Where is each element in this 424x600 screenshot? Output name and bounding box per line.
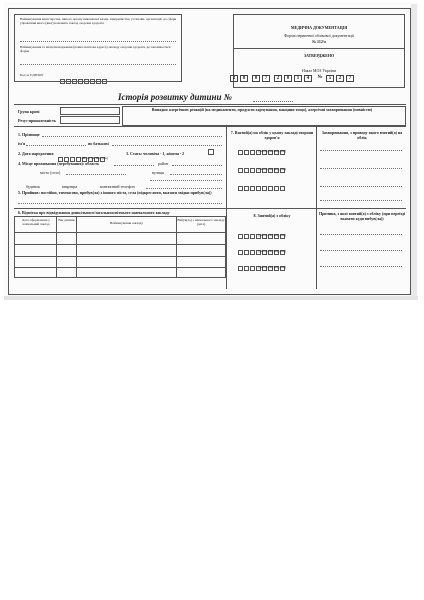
edrpou-label: Код за ЄДРПОУ bbox=[20, 73, 44, 77]
field-4b-label: район bbox=[158, 161, 169, 166]
field-1b-label: ім'я bbox=[18, 141, 26, 146]
blood-group-field[interactable] bbox=[60, 107, 120, 115]
col7-hint: (число, місяць, рік) bbox=[258, 149, 286, 153]
disease-line[interactable] bbox=[320, 200, 402, 201]
field-3-label: 3. Стать: чоловіча - 1, жіноча - 2 bbox=[126, 151, 185, 156]
order-digit: 1 bbox=[294, 75, 302, 82]
allergy-box[interactable] bbox=[122, 106, 406, 126]
page-title: Історія розвитку дитини № bbox=[118, 92, 232, 102]
school-col-sep bbox=[56, 216, 57, 278]
name-line[interactable] bbox=[26, 145, 86, 146]
field-4-label: 4. Місце проживання (перебування): область bbox=[18, 161, 100, 166]
school-row[interactable] bbox=[14, 267, 226, 268]
blood-group-label: Група крові bbox=[18, 109, 40, 114]
school-header-name: Найменування закладу bbox=[109, 221, 144, 225]
rh-label: Резус-приналежність bbox=[18, 118, 57, 123]
school-header-date: Дата оформлення у навчальний заклад bbox=[22, 218, 50, 226]
order-digit: 7 bbox=[346, 75, 354, 82]
page-shadow-bottom bbox=[4, 296, 418, 300]
section-6-divider bbox=[14, 208, 226, 209]
field-4f-label: квартира bbox=[62, 184, 78, 189]
facility-line bbox=[20, 64, 176, 65]
disease-line[interactable] bbox=[320, 150, 402, 151]
arrival-line[interactable] bbox=[18, 203, 222, 204]
ministry-label: Найменування міністерства, іншого органу виконавчої влади, підприємства, установи, організації, до сфери управління якого (якої) належить заклад охорони здоров'я bbox=[20, 17, 177, 25]
field-4g-label: контактний телефон bbox=[100, 184, 135, 189]
school-row[interactable] bbox=[14, 244, 226, 245]
rh-field[interactable] bbox=[60, 116, 120, 124]
allergy-divider bbox=[14, 126, 406, 127]
col7-title: 7. Взятий(а) на облік у цьому закладі охорони здоров'я bbox=[230, 130, 314, 140]
order-digit: 2 bbox=[274, 75, 282, 82]
page-shadow-right bbox=[411, 4, 417, 298]
school-row[interactable] bbox=[14, 232, 226, 233]
form-number: № 112/о bbox=[312, 39, 326, 44]
section-8-divider bbox=[226, 208, 406, 209]
header-divider bbox=[233, 48, 405, 49]
school-header-left: Вибув(ла) з навчального закладу (дата) bbox=[177, 218, 225, 226]
oblast-line[interactable] bbox=[114, 165, 154, 166]
order-label: Наказ МОЗ України bbox=[302, 68, 336, 73]
col8-title: 8. Знятий(а) з обліку bbox=[253, 213, 291, 218]
district-line[interactable] bbox=[172, 165, 222, 166]
order-digit: 0 bbox=[284, 75, 292, 82]
reason-title: Причина, з якої знятий(а) з обліку (при переїзді вказати куди вибув(ла)) bbox=[318, 211, 406, 221]
form-caption: Форма первинної облікової документації bbox=[284, 33, 354, 38]
surname-line[interactable] bbox=[42, 136, 222, 137]
field-4e-label: будинок bbox=[26, 184, 40, 189]
title-number-line[interactable] bbox=[253, 101, 293, 102]
disease-line[interactable] bbox=[320, 186, 402, 187]
edrpou-boxes[interactable] bbox=[60, 71, 108, 89]
field-2-hint: (число, місяць, рік) bbox=[80, 156, 108, 160]
field-4d-label: вулиця bbox=[152, 170, 164, 175]
order-digit: 8 bbox=[240, 75, 248, 82]
field-2-label: 2. Дата народження bbox=[18, 151, 54, 156]
order-number-sign: № bbox=[317, 75, 323, 80]
ministry-line bbox=[20, 41, 176, 42]
order-digit: 7 bbox=[262, 75, 270, 82]
facility-label: Найменування та місцезнаходження (повна поштова адреса) закладу охорони здоров'я, де заповнюється форма bbox=[20, 45, 171, 53]
order-digit: 4 bbox=[304, 75, 312, 82]
patronymic-line[interactable] bbox=[112, 145, 222, 146]
disease-line[interactable] bbox=[320, 168, 402, 169]
field-1c-label: по батькові bbox=[88, 141, 109, 146]
city-line[interactable] bbox=[66, 174, 126, 175]
field-5-label: 5. Прийняв: постійно, тимчасово, прибув(ла) з іншого міста, села (підкреслити, вказати звідки прибув(ла)) bbox=[18, 190, 212, 195]
field-4c-label: місто (село) bbox=[40, 170, 61, 175]
order-digits bbox=[230, 75, 410, 83]
school-header-age: Вік дитини bbox=[58, 218, 75, 222]
col7-date-boxes[interactable] bbox=[238, 178, 286, 196]
school-col-sep bbox=[76, 216, 77, 278]
reason-line[interactable] bbox=[320, 234, 402, 235]
title-divider bbox=[14, 104, 406, 105]
order-digit: 0 bbox=[252, 75, 260, 82]
order-digit: 2 bbox=[230, 75, 238, 82]
reason-line[interactable] bbox=[320, 266, 402, 267]
order-digit: 2 bbox=[336, 75, 344, 82]
order-digit: 5 bbox=[326, 75, 334, 82]
col8-hint: (число, місяць, рік) bbox=[258, 233, 286, 237]
col8-hint: (число, місяць, рік) bbox=[258, 265, 286, 269]
col7-hint: (число, місяць, рік) bbox=[258, 167, 286, 171]
doc-kind: МЕДИЧНА ДОКУМЕНТАЦІЯ bbox=[290, 25, 348, 30]
street-line[interactable] bbox=[170, 174, 222, 175]
disease-title: Захворювання, з приводу якого взятий(а) на облік bbox=[321, 130, 403, 140]
field-1-label: 1. Прізвище bbox=[18, 132, 40, 137]
school-row[interactable] bbox=[14, 256, 226, 257]
sex-box[interactable] bbox=[208, 149, 214, 155]
phone-line[interactable] bbox=[146, 188, 222, 189]
field-6-label: 6. Відмітка про відвідування дошкільного/загальноосвітнього навчального закладу bbox=[18, 210, 170, 215]
approved-label: ЗАТВЕРДЖЕНО bbox=[303, 53, 335, 58]
street-line-2[interactable] bbox=[150, 180, 222, 181]
reason-line[interactable] bbox=[320, 250, 402, 251]
allergy-header: Випадки алергічних реакцій (на медикаменти, продукти харчування, вакцини тощо), алергічні захворювання (повністю) bbox=[151, 107, 373, 112]
col8-hint: (число, місяць, рік) bbox=[258, 249, 286, 253]
